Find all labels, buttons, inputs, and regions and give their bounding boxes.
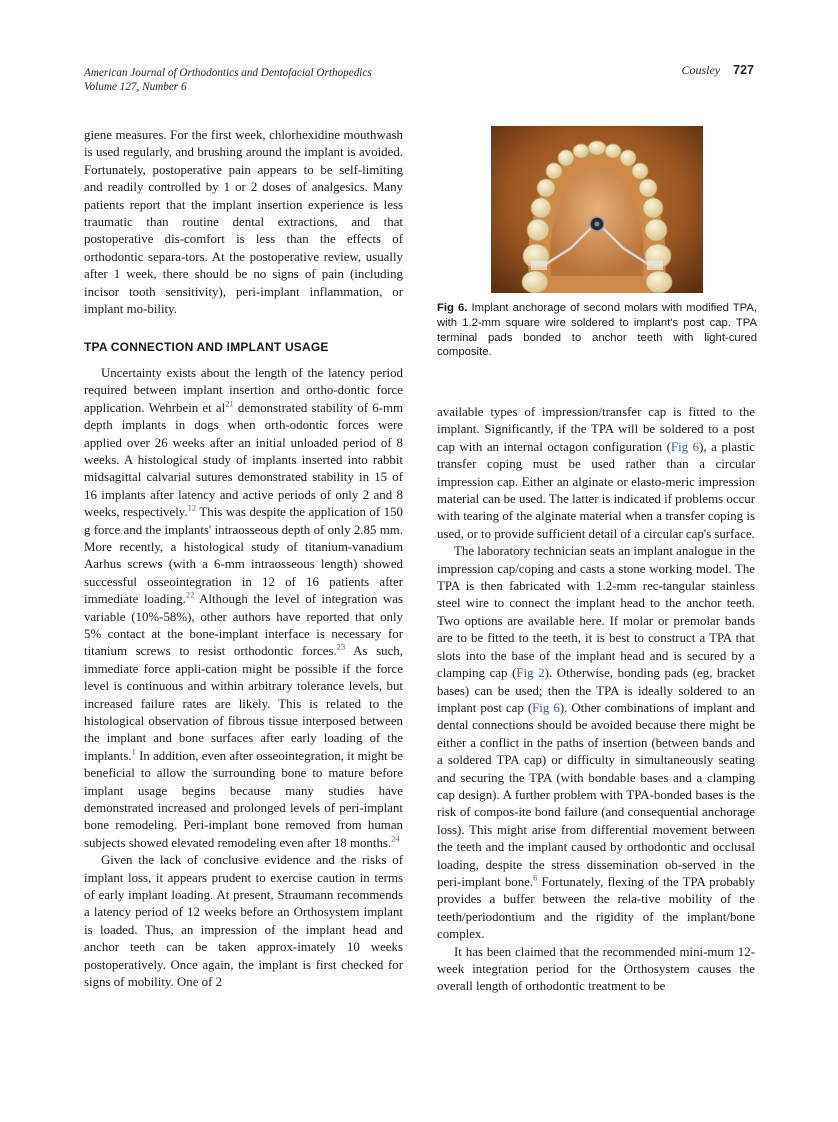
right-column [437,404,755,996]
left-column [84,127,403,992]
figure-6-photo [491,126,703,293]
text-run: available types of impression/transfer cap is fitted to the implant. Significantly, if the TPA will be soldered to a post cap with an internal octagon configuration ( [437,405,755,454]
figure-ref-link[interactable]: Fig 6 [670,439,700,454]
citation-ref[interactable]: 6 [533,872,538,883]
paragraph: It has been claimed that the recommended mini-mum 12-week integration period for the Orthosystem causes the overall length of orthodontic treatment to be [437,944,755,994]
text-run: Uncertainty exists about the length of the latency period required between implant insertion and ortho-dontic force application. Wehrbein et al [84,365,403,415]
text-run: ). Other combinations of implant and dental connections should be avoided because there might be either a conflict in the paths of insertion (between bands and a soldered TPA cap) or difficulty in simultaneously seating and securing the TPA (with bondable bases and a clamping cap design). A further problem with TPA-bonded bases is the risk of compos-ite bond failure (and consequential anchorage loss). This might arise from differential movement between the teeth and the implant caused by orthodontic and occlusal loading, despite the stress dissemination ob-served in the peri-implant bone. [437,700,755,889]
paragraph [437,404,755,543]
citation-ref[interactable]: 22 [185,589,195,600]
figure-ref-link[interactable]: Fig 6 [532,700,560,715]
text-run: As such, immediate force appli-cation might be possible if the force level is continuous and within arbitrary tolerance levels, but increased failure rates are likely. This is related to the histological observation of fibrous tissue interposed between the implant and bone surfaces after early loading of the implants. [84,644,403,763]
text-run: Fortunately, flexing of the TPA probably provides a buffer between the rela-tive mobility of the teeth/periodontium and the rigidity of the implant/bone complex. [437,874,755,942]
figure-ref-link[interactable]: Fig 2 [516,666,545,681]
journal-title: American Journal of Orthodontics and Dentofacial Orthopedics [84,67,372,79]
running-header-journal [84,66,504,94]
bonding-pad-right [647,261,663,270]
section-heading: TPA CONNECTION AND IMPLANT USAGE [84,340,329,355]
citation-ref[interactable]: 23 [336,642,346,653]
text-run: In addition, even after osseointegration, it might be beneficial to allow the surrounding bone to mature before implant usage begins because many studies have demonstrated increased and prolonged levels of peri-implant bone remodeling. Peri-implant bone removed from human subjects showed elevated remodeling even after 18 months. [84,748,403,850]
text-run: ), a plastic transfer coping must be used rather than a circular impression cap. Either an alginate or elasto-meric impression material can be used. The latter is indicated if problems occur with tearing of the alginate material when a transfer coping is used, or to provide sufficient detail of a circular cap's surface. [437,439,755,541]
text-run: This was despite the application of 150 g force and the implants' intraosseous depth of only 2.85 mm. More recently, a histological study of titanium-vanadium Aarhus screws (with a 6-mm intraosseous length) showed successful osseointegration in 12 of 16 patients after immediate loading. [84,505,403,607]
paragraph: giene measures. For the first week, chlorhexidine mouthwash is used regularly, and brushing around the implant is avoided. Fortunately, postoperative pain appears to be self-limiting and readily controlled by 1 or 2 doses of analgesics. Many patients report that the implant insertion experience is less traumatic than routine dental extractions, and that postoperative dis-comfort is less than the effects of orthodontic separa-tors. At the postoperative review, usually after 1 week, there should be no signs of pain (including incisor tooth sensitivity), peri-implant inflammation, or implant mo-bility. [84,128,403,317]
citation-ref[interactable]: 12 [187,502,197,513]
paragraph [437,543,755,943]
citation-ref[interactable]: 24 [391,833,400,844]
page-number: 727 [733,63,754,77]
citation-ref[interactable]: 1 [131,746,136,757]
journal-volume: Volume 127, Number 6 [84,81,187,93]
bonding-pad-left [531,261,547,270]
header-author: Cousley [681,63,721,77]
figure-caption-text: Implant anchorage of second molars with modified TPA, with 1.2-mm square wire soldered to implant's post cap. TPA terminal pads bonded to anchor teeth with light-cured composite. [437,302,758,359]
dental-cast-photo [491,126,703,293]
text-run: The laboratory technician seats an implant analogue in the impression cap/coping and casts a stone working model. The TPA is then fabricated with 1.2-mm rec-tangular stainless steel wire to connect the implant head to the anchor teeth. Two options are available here. If molar or premolar bands are to be fitted to the teeth, it is best to construct a TPA that slots into the base of the implant head and is secured by a clamping cap ( [437,544,755,681]
text-run: demonstrated stability of 6-mm depth implants in dogs when orth-odontic forces were applied over 26 weeks after an initial unloaded period of 8 weeks. A histological study of implants inserted into rabbit midsagittal calvarial sutures demonstrated stability in 15 of 16 implants after latency and active periods of only 2 and 8 weeks, respectively. [84,400,404,520]
figure-caption [437,301,757,360]
paragraph: Given the lack of conclusive evidence and the risks of implant loss, it appears prudent to exercise caution in terms of early implant loading. At present, Straumann recommends a latency period of 12 weeks before an Orthosystem implant is loaded. Thus, an impression of the implant head and anchor teeth can be taken approx-imately 10 weeks postoperatively. Once again, the implant is first checked for signs of mobility. One of 2 [84,853,403,990]
figure-label: Fig 6. [437,302,468,314]
running-header-page [681,63,754,78]
text-run: ). Otherwise, bonding pads (eg, bracket bases) can be used; then the TPA is ideally soldered to an implant post cap ( [437,666,755,715]
text-run: Although the level of integration was variable (10%-58%), other authors have reported that only 5% contact at the bone-implant interface is necessary for titanium screws to resist orthodontic forces. [84,592,403,659]
paragraph [84,365,403,852]
citation-ref[interactable]: 21 [225,398,234,409]
